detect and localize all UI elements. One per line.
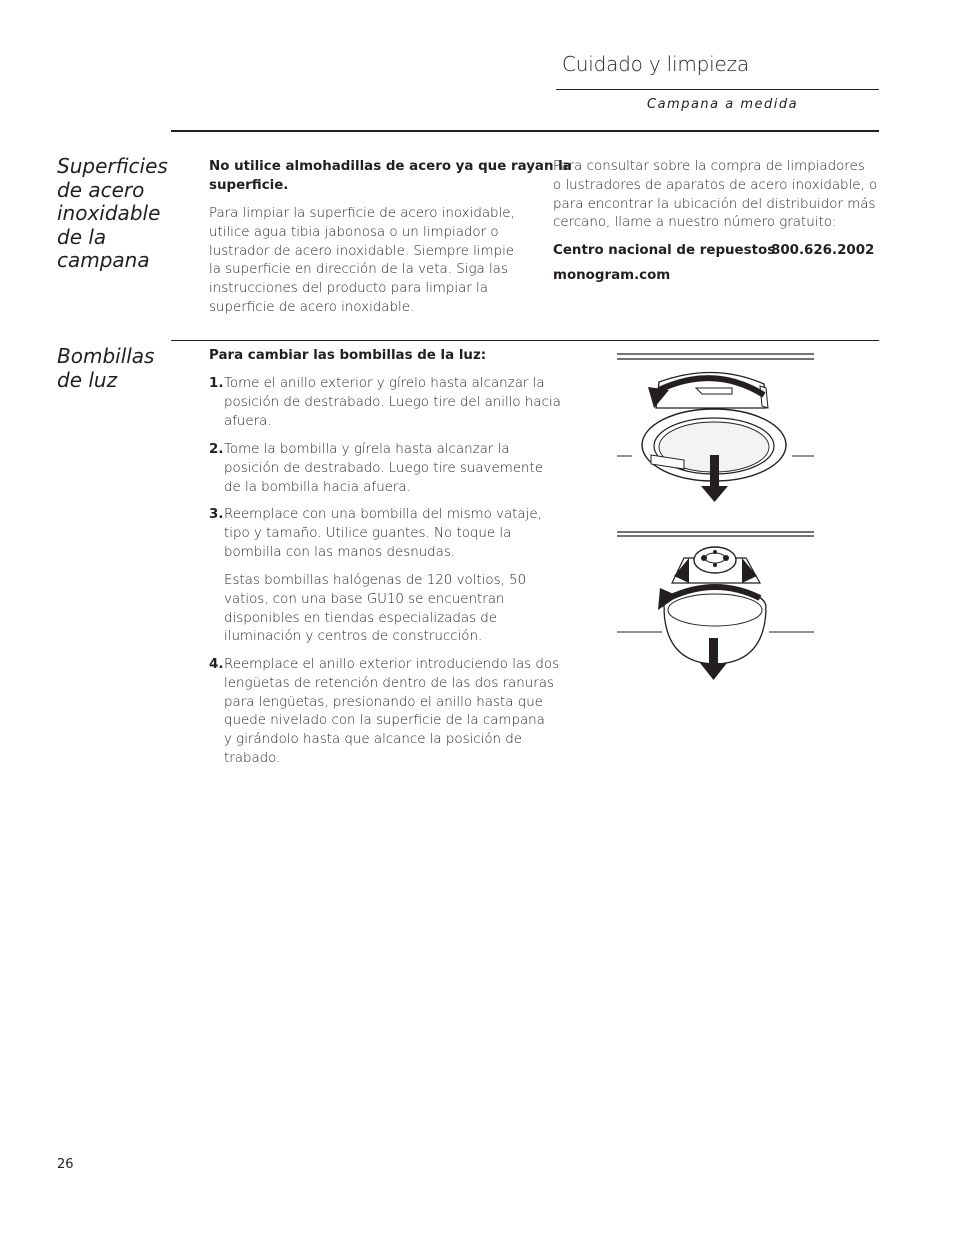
section-title-light-bulbs	[57, 345, 154, 392]
info-line: para encontrar la ubicación del distribuidor más	[553, 196, 876, 212]
steel-cleaning-instructions	[209, 205, 515, 318]
page-header-title: Cuidado y limpieza	[562, 52, 749, 76]
step-line: afuera.	[224, 413, 272, 429]
outer-ring-removal-illustration	[614, 350, 816, 508]
body-line: superficie de acero inoxidable.	[209, 299, 415, 315]
section-title-line: Superficies	[57, 154, 168, 178]
warning-line: superficie.	[209, 177, 289, 193]
parts-center-phone[interactable]: 800.626.2002	[771, 243, 875, 258]
page-number: 26	[57, 1157, 74, 1172]
section-title-line: inoxidable	[57, 201, 161, 225]
info-line: cercano, llame a nuestro número gratuito:	[553, 215, 837, 231]
section-title-line: campana	[57, 248, 150, 272]
note-line: Estas bombillas halógenas de 120 voltios, 50	[224, 573, 527, 588]
step-number: 4.	[209, 657, 224, 672]
page-header-subtitle: Campana a medida	[647, 97, 799, 112]
info-line: o lustradores de aparatos de acero inoxidable, o	[553, 177, 878, 193]
section-title-stainless-steel	[57, 155, 168, 273]
step-line: posición de destrabado. Luego tire del anillo hacia	[224, 394, 561, 410]
section-title-line: de luz	[57, 367, 118, 392]
steel-warning	[209, 158, 572, 196]
step-line: trabado.	[224, 750, 281, 766]
header-rule	[171, 130, 879, 132]
website-link[interactable]: monogram.com	[553, 268, 671, 283]
note-line: disponibles en tiendas especializadas de	[224, 610, 497, 626]
step-line: para lengüetas, presionando el anillo hasta que	[224, 694, 543, 710]
step-line: quede nivelado con la superficie de la campana	[224, 713, 545, 729]
body-line: utilice agua tibia jabonosa o un limpiador o	[209, 224, 499, 240]
body-line: lustrador de acero inoxidable. Siempre limpie	[209, 243, 515, 259]
warning-line: No utilice almohadillas de acero ya que rayan la	[209, 159, 572, 174]
note-line: vatios, con una base GU10 se encuentran	[224, 591, 505, 607]
section-title-line: de acero	[57, 177, 145, 202]
step-line: de la bombilla hacia afuera.	[224, 479, 411, 495]
step-line: Tome el anillo exterior y gírelo hasta alcanzar la	[224, 376, 545, 391]
parts-center-label: Centro nacional de repuestos	[553, 243, 776, 258]
bulb-removal-illustration	[614, 528, 816, 686]
bulb-change-heading: Para cambiar las bombillas de la luz:	[209, 348, 487, 363]
step-number: 3.	[209, 507, 224, 522]
step-line: y girándolo hasta que alcance la posición de	[224, 732, 523, 748]
section-title-line: de la	[57, 224, 107, 249]
section-divider	[171, 340, 879, 341]
step-line: Reemplace con una bombilla del mismo vataje,	[224, 507, 542, 522]
body-line: la superficie en dirección de la veta. Siga las	[209, 262, 508, 278]
step-line: lengüetas de retención dentro de las dos ranuras	[224, 675, 554, 691]
section-title-line: Bombillas	[57, 344, 155, 368]
step-line: bombilla con las manos desnudas.	[224, 544, 456, 560]
step-number: 1.	[209, 376, 224, 391]
note-line: iluminación y centros de construcción.	[224, 629, 483, 645]
step-line: posición de destrabado. Luego tire suavemente	[224, 460, 543, 476]
body-line: instrucciones del producto para limpiar la	[209, 281, 488, 297]
step-line: Reemplace el anillo exterior introduciendo las dos	[224, 657, 560, 672]
step-line: tipo y tamaño. Utilice guantes. No toque la	[224, 525, 512, 541]
header-divider	[556, 89, 879, 90]
steel-cleaner-info	[553, 158, 877, 233]
info-line: Para consultar sobre la compra de limpiadores	[553, 159, 865, 174]
body-line: Para limpiar la superficie de acero inoxidable,	[209, 206, 515, 221]
step-line: Tome la bombilla y gírela hasta alcanzar la	[224, 442, 510, 457]
step-number: 2.	[209, 442, 224, 457]
